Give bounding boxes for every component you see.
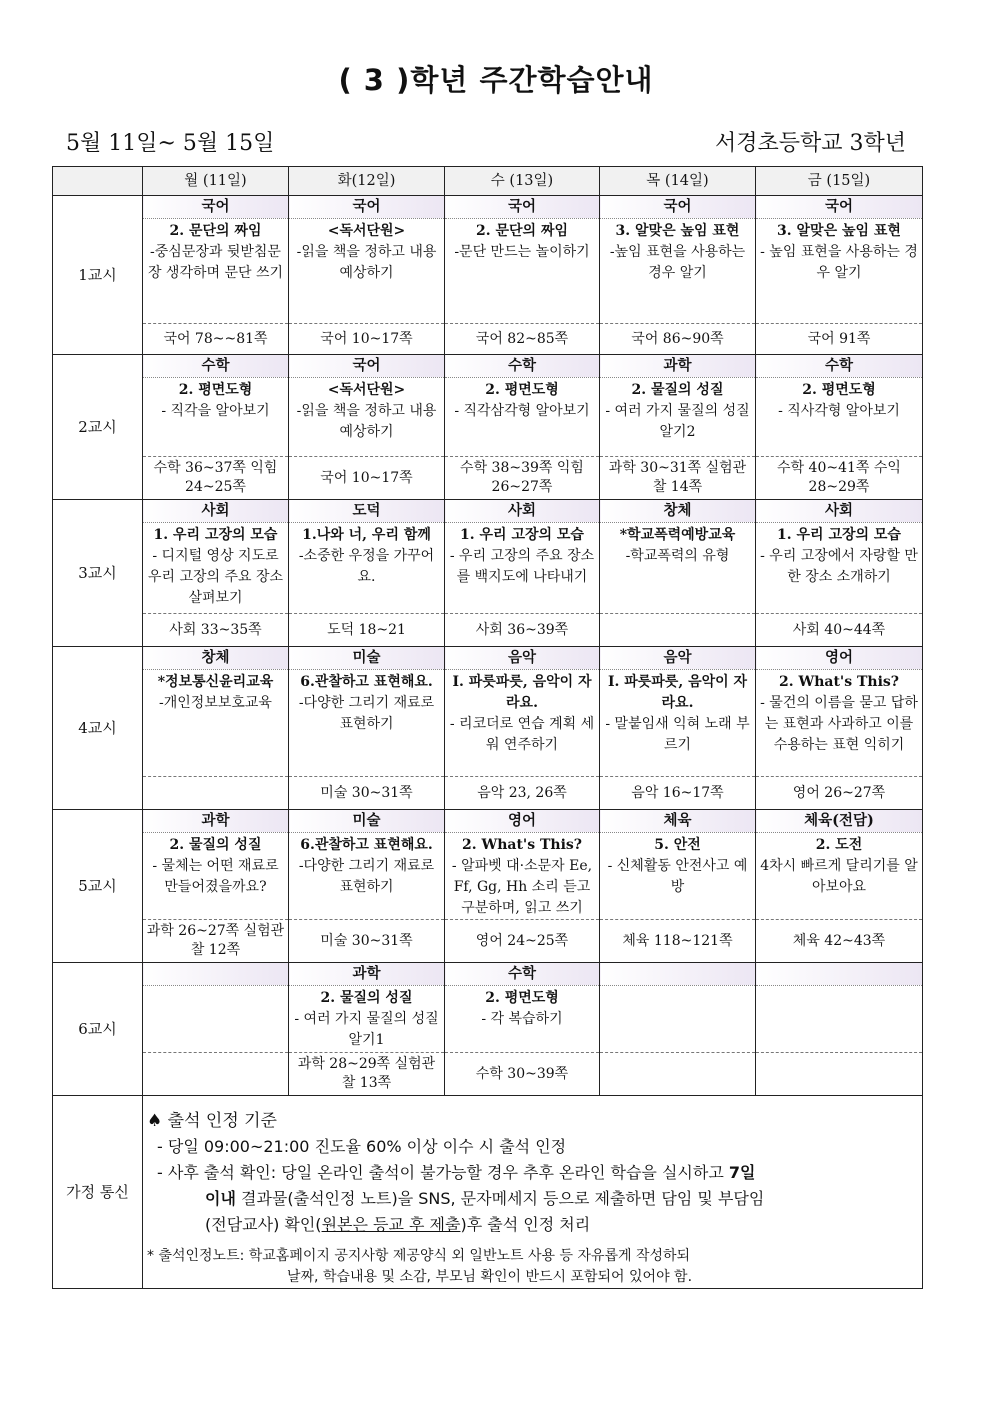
subject-cell: 과학: [600, 355, 756, 378]
textbook-pages-cell: 미술 30~31쪽: [289, 777, 445, 810]
textbook-pages-cell: 국어 10~17쪽: [289, 457, 445, 500]
period-label: 6교시: [53, 963, 143, 1096]
subject-cell: 미술: [289, 810, 445, 833]
day-header-row: [53, 167, 923, 196]
lesson-description: - 여러 가지 물질의 성질 알기2: [605, 403, 750, 440]
attendance-rule-2: [147, 1160, 918, 1186]
subject-cell: 국어: [445, 196, 600, 219]
textbook-pages-cell: 사회 33~35쪽: [143, 614, 289, 647]
attendance-rule-2-end: [147, 1212, 918, 1238]
lesson-title: <독서단원>: [327, 223, 406, 239]
textbook-pages-cell: 국어 10~17쪽: [289, 324, 445, 355]
period-pages-row: [53, 324, 923, 355]
lesson-cell: [289, 523, 445, 614]
lesson-description: -개인정보보호교육: [159, 695, 272, 711]
lesson-cell: [143, 378, 289, 457]
subject-cell: 사회: [756, 500, 923, 523]
subject-cell: 체육(전담): [756, 810, 923, 833]
lesson-description: - 각 복습하기: [481, 1011, 563, 1027]
period-label: 3교시: [53, 500, 143, 647]
lesson-title: 3. 알맞은 높임 표현: [615, 223, 740, 239]
lesson-title: 6.관찰하고 표현해요.: [300, 674, 433, 690]
lesson-description: - 신체활동 안전사고 예방: [607, 858, 748, 895]
subject-cell: 국어: [600, 196, 756, 219]
school-name: 서경초등학교 3학년: [714, 131, 906, 156]
lesson-description: - 우리 고장에서 자랑할 만한 장소 소개하기: [760, 548, 918, 585]
day-header-fri: 금 (15일): [756, 167, 923, 196]
period-pages-row: [53, 614, 923, 647]
lesson-cell: [756, 219, 923, 324]
rule-4-underlined: 원본은 등교 후 제출: [321, 1215, 461, 1234]
header-corner: [53, 167, 143, 196]
lesson-title: Ⅰ. 파릇파릇, 음악이 자라요.: [607, 674, 748, 711]
subject-cell: 국어: [756, 196, 923, 219]
textbook-pages-cell: 국어 78~~81쪽: [143, 324, 289, 355]
textbook-pages-cell: 영어 26~27쪽: [756, 777, 923, 810]
lesson-description: -중심문장과 뒷받침문장 생각하며 문단 쓰기: [147, 244, 284, 281]
lesson-description: -높임 표현을 사용하는 경우 알기: [609, 244, 746, 281]
lesson-cell: [289, 670, 445, 777]
lesson-title: 1. 우리 고장의 모습: [777, 527, 901, 543]
textbook-pages-cell: 체육 118~121쪽: [600, 920, 756, 963]
textbook-pages-cell: 수학 38~39쪽 익힘 26~27쪽: [445, 457, 600, 500]
lesson-cell: [289, 833, 445, 920]
lesson-cell: [289, 219, 445, 324]
lesson-description: - 알파벳 대·소문자 Ee, Ff, Gg, Hh 소리 듣고 구분하며, 읽고 쓰기: [451, 858, 593, 916]
lesson-description: - 직사각형 알아보기: [778, 403, 900, 419]
lesson-cell: [143, 833, 289, 920]
lesson-title: <독서단원>: [327, 382, 406, 398]
textbook-pages-cell: [143, 1053, 289, 1096]
lesson-cell: [600, 378, 756, 457]
lesson-cell: [756, 986, 923, 1053]
subject-cell: 음악: [445, 647, 600, 670]
lesson-description: - 여러 가지 물질의 성질 알기1: [294, 1011, 439, 1048]
day-header-mon: 월 (11일): [143, 167, 289, 196]
lesson-title: 2. 평면도형: [485, 990, 559, 1006]
lesson-cell: [445, 670, 600, 777]
subject-cell: 음악: [600, 647, 756, 670]
textbook-pages-cell: 국어 86~90쪽: [600, 324, 756, 355]
lesson-cell: [600, 523, 756, 614]
textbook-pages-cell: 체육 42~43쪽: [756, 920, 923, 963]
period-pages-row: [53, 457, 923, 500]
lesson-cell: [600, 219, 756, 324]
lesson-title: 2. 문단의 짜임: [169, 223, 262, 239]
subject-cell: 영어: [445, 810, 600, 833]
period-subject-row: [53, 647, 923, 670]
textbook-pages-cell: [600, 1053, 756, 1096]
lesson-title: 1. 우리 고장의 모습: [460, 527, 584, 543]
lesson-cell: [445, 833, 600, 920]
lesson-title: 2. What's This?: [462, 837, 582, 853]
lesson-description: - 직각을 알아보기: [161, 403, 270, 419]
subject-cell: 국어: [143, 196, 289, 219]
period-subject-row: [53, 500, 923, 523]
subject-cell: 수학: [143, 355, 289, 378]
subject-cell: 과학: [289, 963, 445, 986]
subject-cell: 국어: [289, 355, 445, 378]
day-header-tue: 화(12일): [289, 167, 445, 196]
subject-cell: 도덕: [289, 500, 445, 523]
textbook-pages-cell: 사회 40~44쪽: [756, 614, 923, 647]
period-content-row: [53, 523, 923, 614]
period-label: 4교시: [53, 647, 143, 810]
notebook-footnote: * 출석인정노트: 학교홈페이지 공지사항 제공양식 외 일반노트 사용 등 자유롭게 작성하되: [147, 1248, 691, 1264]
lesson-description: -학교폭력의 유형: [625, 548, 730, 564]
textbook-pages-cell: 국어 91쪽: [756, 324, 923, 355]
day-header-wed: 수 (13일): [445, 167, 600, 196]
lesson-description: - 높임 표현을 사용하는 경우 알기: [760, 244, 918, 281]
lesson-title: 2. 물질의 성질: [320, 990, 413, 1006]
lesson-description: 4차시 빠르게 달리기를 알아보아요: [760, 858, 918, 895]
lesson-cell: [445, 219, 600, 324]
lesson-title: *정보통신윤리교육: [157, 674, 274, 690]
period-label: 1교시: [53, 196, 143, 355]
subject-cell: 영어: [756, 647, 923, 670]
lesson-description: - 물건의 이름을 묻고 답하는 표현과 사과하고 이를 수용하는 표현 익히기: [760, 695, 918, 753]
lesson-cell: [600, 833, 756, 920]
subject-cell: 수학: [445, 963, 600, 986]
attendance-rule-1: - 당일 09:00~21:00 진도율 60% 이상 이수 시 출석 인정: [157, 1137, 567, 1156]
textbook-pages-cell: [756, 1053, 923, 1096]
lesson-title: 5. 안전: [654, 837, 701, 853]
period-content-row: [53, 670, 923, 777]
subject-cell: 체육: [600, 810, 756, 833]
textbook-pages-cell: 수학 36~37쪽 익힘 24~25쪽: [143, 457, 289, 500]
lesson-cell: [445, 523, 600, 614]
lesson-cell: [756, 378, 923, 457]
subject-cell: 사회: [143, 500, 289, 523]
subject-cell: [756, 963, 923, 986]
lesson-cell: [143, 523, 289, 614]
lesson-cell: [143, 670, 289, 777]
lesson-description: -읽을 책을 정하고 내용 예상하기: [296, 403, 437, 440]
subject-cell: 미술: [289, 647, 445, 670]
lesson-title: 2. 물질의 성질: [169, 837, 262, 853]
period-subject-row: [53, 963, 923, 986]
period-pages-row: [53, 1053, 923, 1096]
rule-3-bold: 이내: [205, 1189, 236, 1208]
notebook-footnote-cont: 날짜, 학습내용 및 소감, 부모님 확인이 반드시 포함되어 있어야 함.: [287, 1269, 693, 1285]
lesson-description: - 우리 고장의 주요 장소를 백지도에 나타내기: [449, 548, 595, 585]
date-range: 5월 11일~ 5월 15일: [66, 131, 275, 156]
weekly-schedule-table: [52, 166, 923, 1289]
textbook-pages-cell: 국어 82~85쪽: [445, 324, 600, 355]
subject-cell: 수학: [756, 355, 923, 378]
textbook-pages-cell: [143, 777, 289, 810]
day-header-thu: 목 (14일): [600, 167, 756, 196]
textbook-pages-cell: 과학 30~31쪽 실험관찰 14쪽: [600, 457, 756, 500]
period-content-row: [53, 219, 923, 324]
textbook-pages-cell: 사회 36~39쪽: [445, 614, 600, 647]
attendance-rule-2-cont: [147, 1186, 918, 1212]
lesson-cell: [289, 378, 445, 457]
subject-cell: 국어: [289, 196, 445, 219]
lesson-cell: [600, 986, 756, 1053]
textbook-pages-cell: 음악 23, 26쪽: [445, 777, 600, 810]
lesson-title: 2. 평면도형: [178, 382, 253, 398]
lesson-description: -다양한 그리기 재료로 표현하기: [298, 858, 435, 895]
lesson-cell: [143, 219, 289, 324]
textbook-pages-cell: 수학 30~39쪽: [445, 1053, 600, 1096]
textbook-pages-cell: 음악 16~17쪽: [600, 777, 756, 810]
subject-cell: [143, 963, 289, 986]
lesson-title: 2. 도전: [815, 837, 863, 853]
lesson-title: 3. 알맞은 높임 표현: [777, 223, 901, 239]
lesson-title: 2. 평면도형: [485, 382, 559, 398]
textbook-pages-cell: 과학 28~29쪽 실험관찰 13쪽: [289, 1053, 445, 1096]
lesson-description: - 말붙임새 익혀 노래 부르기: [605, 716, 750, 753]
textbook-pages-cell: 미술 30~31쪽: [289, 920, 445, 963]
lesson-title: 1. 우리 고장의 모습: [153, 527, 278, 543]
period-subject-row: [53, 355, 923, 378]
lesson-title: 2. 평면도형: [802, 382, 876, 398]
lesson-cell: [445, 986, 600, 1053]
lesson-description: - 디지털 영상 지도로 우리 고장의 주요 장소 살펴보기: [147, 548, 284, 606]
page-title: ( 3 )학년 주간학습안내: [338, 63, 654, 97]
lesson-title: 2. What's This?: [779, 674, 899, 690]
lesson-cell: [445, 378, 600, 457]
lesson-cell: [756, 523, 923, 614]
period-content-row: [53, 833, 923, 920]
lesson-description: - 직각삼각형 알아보기: [454, 403, 590, 419]
lesson-description: -소중한 우정을 가꾸어요.: [298, 548, 435, 585]
subject-cell: 사회: [445, 500, 600, 523]
subject-cell: 창체: [600, 500, 756, 523]
lesson-cell: [289, 986, 445, 1053]
period-subject-row: [53, 196, 923, 219]
textbook-pages-cell: 수학 40~41쪽 수익 28~29쪽: [756, 457, 923, 500]
textbook-pages-cell: 도덕 18~21: [289, 614, 445, 647]
period-pages-row: [53, 777, 923, 810]
subject-cell: 과학: [143, 810, 289, 833]
period-label: 5교시: [53, 810, 143, 963]
lesson-description: - 리코더로 연습 계획 세워 연주하기: [449, 716, 595, 753]
lesson-cell: [600, 670, 756, 777]
notice-content: [143, 1096, 923, 1289]
rule-2-bold: 7일: [728, 1163, 756, 1182]
notice-label: 가정 통신: [53, 1096, 143, 1289]
lesson-title: 2. 문단의 짜임: [476, 223, 568, 239]
lesson-description: -다양한 그리기 재료로 표현하기: [298, 695, 435, 732]
period-content-row: [53, 378, 923, 457]
rule-4-text-a: (전담교사) 확인(: [205, 1215, 322, 1234]
rule-2-text: - 사후 출석 확인: 당일 온라인 출석이 불가능할 경우 추후 온라인 학습을 실시하고: [157, 1163, 724, 1182]
period-subject-row: [53, 810, 923, 833]
lesson-title: Ⅰ. 파릇파릇, 음악이 자라요.: [452, 674, 592, 711]
period-content-row: [53, 986, 923, 1053]
lesson-title: 2. 물질의 성질: [631, 382, 724, 398]
attendance-heading: ♠ 출석 인정 기준: [147, 1111, 277, 1131]
subject-cell: 창체: [143, 647, 289, 670]
lesson-cell: [143, 986, 289, 1053]
period-pages-row: [53, 920, 923, 963]
rule-3-text: 결과물(출석인정 노트)을 SNS, 문자메세지 등으로 제출하면 담임 및 부담임: [241, 1189, 765, 1208]
lesson-cell: [756, 670, 923, 777]
lesson-title: 1.나와 너, 우리 함께: [302, 527, 431, 543]
lesson-description: -문단 만드는 놀이하기: [454, 244, 590, 260]
lesson-description: -읽을 책을 정하고 내용 예상하기: [296, 244, 437, 281]
textbook-pages-cell: 과학 26~27쪽 실험관찰 12쪽: [143, 920, 289, 963]
subject-cell: [600, 963, 756, 986]
lesson-title: 6.관찰하고 표현해요.: [300, 837, 433, 853]
textbook-pages-cell: 영어 24~25쪽: [445, 920, 600, 963]
textbook-pages-cell: [600, 614, 756, 647]
notice-row: [53, 1096, 923, 1289]
lesson-cell: [756, 833, 923, 920]
period-label: 2교시: [53, 355, 143, 500]
subject-cell: 수학: [445, 355, 600, 378]
lesson-title: *학교폭력예방교육: [619, 527, 736, 543]
lesson-description: - 물체는 어떤 재료로 만들어졌을까요?: [152, 858, 279, 895]
rule-4-text-c: )후 출석 인정 처리: [460, 1215, 591, 1234]
